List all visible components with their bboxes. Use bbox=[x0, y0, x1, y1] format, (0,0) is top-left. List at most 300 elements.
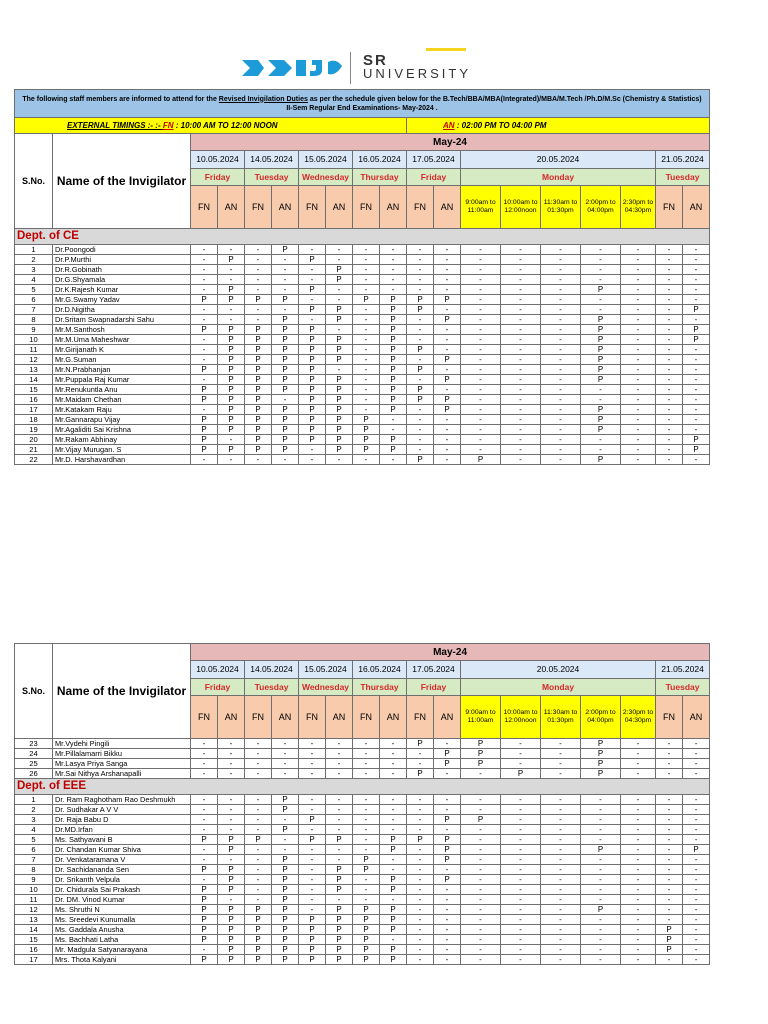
duty-mark: - bbox=[621, 255, 656, 265]
duty-mark: - bbox=[407, 355, 434, 365]
duty-mark: P bbox=[434, 405, 461, 415]
table-row bbox=[15, 955, 710, 965]
duty-mark: - bbox=[191, 275, 218, 285]
table-row bbox=[15, 915, 710, 925]
duty-mark: - bbox=[407, 255, 434, 265]
duty-mark: - bbox=[461, 925, 501, 935]
logo-divider bbox=[350, 52, 351, 84]
invigilator-name: Mr.Sai Nithya Arshanapalli bbox=[53, 769, 191, 779]
duty-mark: P bbox=[353, 425, 380, 435]
table-row bbox=[15, 875, 710, 885]
serial-number: 22 bbox=[15, 455, 53, 465]
duty-mark: - bbox=[581, 305, 621, 315]
duty-mark: - bbox=[434, 345, 461, 355]
duty-mark: - bbox=[683, 759, 710, 769]
serial-number: 4 bbox=[15, 825, 53, 835]
duty-mark: - bbox=[407, 915, 434, 925]
duty-mark: - bbox=[621, 825, 656, 835]
duty-mark: - bbox=[501, 935, 541, 945]
duty-mark: - bbox=[380, 855, 407, 865]
duty-mark: - bbox=[541, 425, 581, 435]
duty-mark: P bbox=[272, 355, 299, 365]
table-row bbox=[15, 769, 710, 779]
special-slot: 10:00am to 12:00noon bbox=[501, 696, 541, 739]
date-header: 20.05.2024 bbox=[461, 151, 656, 169]
duty-mark: - bbox=[501, 365, 541, 375]
serial-number: 24 bbox=[15, 749, 53, 759]
duty-mark: P bbox=[326, 425, 353, 435]
duty-mark: - bbox=[621, 855, 656, 865]
duty-mark: - bbox=[380, 865, 407, 875]
duty-mark: P bbox=[218, 875, 245, 885]
duty-mark: - bbox=[501, 835, 541, 845]
duty-mark: - bbox=[461, 845, 501, 855]
duty-mark: P bbox=[326, 345, 353, 355]
duty-mark: - bbox=[191, 749, 218, 759]
duty-mark: - bbox=[218, 795, 245, 805]
duty-mark: P bbox=[407, 365, 434, 375]
duty-mark: - bbox=[218, 855, 245, 865]
name-header: Name of the Invigilator bbox=[53, 134, 191, 229]
duty-mark: - bbox=[683, 825, 710, 835]
duty-mark: - bbox=[656, 405, 683, 415]
duty-mark: - bbox=[656, 759, 683, 769]
fn-slot: FN bbox=[353, 696, 380, 739]
duty-mark: - bbox=[621, 395, 656, 405]
duty-mark: - bbox=[245, 805, 272, 815]
duty-mark: - bbox=[434, 905, 461, 915]
duty-mark: P bbox=[407, 345, 434, 355]
duty-mark: - bbox=[245, 285, 272, 295]
duty-mark: - bbox=[501, 395, 541, 405]
duty-mark: P bbox=[191, 895, 218, 905]
duty-mark: P bbox=[299, 385, 326, 395]
duty-mark: - bbox=[461, 285, 501, 295]
duty-mark: - bbox=[434, 275, 461, 285]
duty-mark: - bbox=[461, 769, 501, 779]
duty-mark: - bbox=[541, 935, 581, 945]
duty-mark: - bbox=[461, 365, 501, 375]
duty-mark: - bbox=[326, 815, 353, 825]
duty-mark: - bbox=[581, 865, 621, 875]
duty-mark: - bbox=[326, 749, 353, 759]
duty-mark: - bbox=[407, 425, 434, 435]
duty-mark: - bbox=[380, 895, 407, 905]
duty-mark: P bbox=[245, 425, 272, 435]
duty-mark: P bbox=[380, 925, 407, 935]
duty-mark: - bbox=[299, 749, 326, 759]
duty-mark: P bbox=[272, 875, 299, 885]
duty-mark: - bbox=[656, 325, 683, 335]
duty-mark: - bbox=[501, 435, 541, 445]
duty-mark: - bbox=[407, 285, 434, 295]
invigilator-name: Mr.Agaliditi Sai Krishna bbox=[53, 425, 191, 435]
duty-mark: P bbox=[326, 395, 353, 405]
table-row bbox=[15, 945, 710, 955]
duty-mark: - bbox=[683, 815, 710, 825]
duty-mark: - bbox=[541, 285, 581, 295]
duty-mark: - bbox=[407, 415, 434, 425]
duty-mark: - bbox=[407, 845, 434, 855]
duty-mark: P bbox=[245, 355, 272, 365]
duty-mark: - bbox=[621, 925, 656, 935]
duty-mark: P bbox=[581, 315, 621, 325]
duty-mark: P bbox=[218, 945, 245, 955]
duty-mark: - bbox=[434, 265, 461, 275]
duty-mark: P bbox=[272, 905, 299, 915]
duty-mark: - bbox=[683, 395, 710, 405]
duty-mark: P bbox=[218, 325, 245, 335]
duty-mark: - bbox=[656, 315, 683, 325]
duty-mark: - bbox=[501, 955, 541, 965]
duty-mark: - bbox=[245, 845, 272, 855]
duty-mark: P bbox=[581, 325, 621, 335]
duty-mark: - bbox=[245, 825, 272, 835]
fn-slot: FN bbox=[407, 186, 434, 229]
duty-mark: P bbox=[245, 365, 272, 375]
duty-mark: - bbox=[656, 955, 683, 965]
duty-mark: - bbox=[299, 905, 326, 915]
duty-mark: P bbox=[434, 855, 461, 865]
duty-mark: - bbox=[581, 955, 621, 965]
duty-mark: P bbox=[380, 875, 407, 885]
duty-mark: - bbox=[326, 759, 353, 769]
duty-mark: - bbox=[407, 825, 434, 835]
duty-mark: - bbox=[380, 415, 407, 425]
duty-mark: P bbox=[245, 385, 272, 395]
duty-mark: - bbox=[407, 945, 434, 955]
duty-mark: - bbox=[683, 425, 710, 435]
invigilator-name: Mr.Renukuntla Anu bbox=[53, 385, 191, 395]
duty-mark: P bbox=[272, 415, 299, 425]
duty-mark: - bbox=[581, 855, 621, 865]
duty-mark: P bbox=[299, 925, 326, 935]
duty-mark: - bbox=[683, 875, 710, 885]
invigilator-name: Mrs. Thota Kalyani bbox=[53, 955, 191, 965]
duty-mark: - bbox=[353, 395, 380, 405]
serial-number: 1 bbox=[15, 245, 53, 255]
table-row bbox=[15, 825, 710, 835]
duty-mark: P bbox=[299, 325, 326, 335]
duty-mark: - bbox=[501, 855, 541, 865]
duty-mark: - bbox=[353, 335, 380, 345]
duty-mark: - bbox=[353, 325, 380, 335]
duty-mark: - bbox=[407, 875, 434, 885]
duty-mark: - bbox=[434, 915, 461, 925]
invigilator-name: Dr. Chidurala Sai Prakash bbox=[53, 885, 191, 895]
duty-mark: - bbox=[541, 845, 581, 855]
duty-mark: P bbox=[191, 395, 218, 405]
duty-mark: - bbox=[683, 805, 710, 815]
duty-mark: - bbox=[501, 905, 541, 915]
duty-mark: P bbox=[326, 445, 353, 455]
duty-mark: - bbox=[245, 739, 272, 749]
duty-mark: P bbox=[434, 355, 461, 365]
duty-mark: - bbox=[407, 265, 434, 275]
duty-mark: P bbox=[218, 355, 245, 365]
an-slot: AN bbox=[326, 186, 353, 229]
table-row bbox=[15, 305, 710, 315]
duty-mark: - bbox=[434, 415, 461, 425]
duty-mark: P bbox=[218, 425, 245, 435]
sno-header: S.No. bbox=[15, 644, 53, 739]
duty-mark: - bbox=[407, 375, 434, 385]
duty-mark: - bbox=[683, 355, 710, 365]
duty-mark: - bbox=[245, 795, 272, 805]
duty-mark: - bbox=[581, 385, 621, 395]
duty-mark: - bbox=[245, 455, 272, 465]
duty-mark: - bbox=[353, 769, 380, 779]
duty-mark: - bbox=[299, 769, 326, 779]
invigilator-name: Ms. Gaddala Anusha bbox=[53, 925, 191, 935]
duty-mark: P bbox=[326, 865, 353, 875]
duty-mark: - bbox=[501, 385, 541, 395]
an-label: AN bbox=[443, 121, 455, 130]
an-slot: AN bbox=[218, 186, 245, 229]
logo-accent bbox=[426, 48, 466, 51]
duty-mark: - bbox=[541, 795, 581, 805]
duty-mark: P bbox=[299, 435, 326, 445]
duty-mark: P bbox=[434, 759, 461, 769]
duty-mark: P bbox=[272, 955, 299, 965]
duty-mark: - bbox=[656, 365, 683, 375]
duty-mark: - bbox=[434, 445, 461, 455]
duty-mark: - bbox=[218, 739, 245, 749]
duty-mark: P bbox=[461, 759, 501, 769]
duty-mark: - bbox=[683, 255, 710, 265]
an-slot: AN bbox=[272, 186, 299, 229]
date-header: 15.05.2024 bbox=[299, 151, 353, 169]
duty-mark: - bbox=[501, 445, 541, 455]
duty-mark: - bbox=[501, 749, 541, 759]
duty-mark: P bbox=[380, 885, 407, 895]
notice-text: The following staff members are informed to attend for the bbox=[22, 95, 219, 103]
duty-mark: P bbox=[191, 865, 218, 875]
duty-mark: - bbox=[501, 759, 541, 769]
duty-mark: P bbox=[353, 435, 380, 445]
duty-mark: P bbox=[245, 375, 272, 385]
month-header: May-24 bbox=[191, 644, 710, 661]
duty-mark: - bbox=[191, 739, 218, 749]
duty-mark: - bbox=[218, 895, 245, 905]
duty-mark: - bbox=[683, 265, 710, 275]
duty-mark: P bbox=[245, 445, 272, 455]
duty-mark: P bbox=[581, 749, 621, 759]
day-header: Monday bbox=[461, 169, 656, 186]
fn-time: : 10:00 AM TO 12:00 NOON bbox=[173, 121, 278, 130]
duty-mark: - bbox=[299, 865, 326, 875]
duty-mark: - bbox=[407, 275, 434, 285]
duty-mark: P bbox=[245, 335, 272, 345]
serial-number: 20 bbox=[15, 435, 53, 445]
duty-mark: P bbox=[461, 455, 501, 465]
day-header: Friday bbox=[407, 169, 461, 186]
duty-mark: - bbox=[326, 855, 353, 865]
duty-mark: P bbox=[380, 445, 407, 455]
duty-mark: - bbox=[656, 445, 683, 455]
duty-mark: P bbox=[656, 925, 683, 935]
duty-mark: - bbox=[380, 815, 407, 825]
duty-mark: - bbox=[683, 415, 710, 425]
serial-number: 25 bbox=[15, 759, 53, 769]
duty-mark: - bbox=[272, 305, 299, 315]
duty-mark: - bbox=[541, 245, 581, 255]
duty-mark: - bbox=[272, 815, 299, 825]
duty-mark: - bbox=[501, 275, 541, 285]
duty-mark: - bbox=[581, 945, 621, 955]
duty-mark: P bbox=[326, 945, 353, 955]
invigilator-name: Dr.K.Rajesh Kumar bbox=[53, 285, 191, 295]
duty-mark: - bbox=[191, 255, 218, 265]
duty-mark: - bbox=[434, 865, 461, 875]
duty-mark: - bbox=[434, 825, 461, 835]
duty-mark: - bbox=[621, 945, 656, 955]
duty-mark: - bbox=[621, 955, 656, 965]
duty-mark: - bbox=[407, 405, 434, 415]
duty-mark: - bbox=[621, 355, 656, 365]
duty-mark: P bbox=[326, 875, 353, 885]
duty-mark: - bbox=[407, 325, 434, 335]
duty-mark: P bbox=[380, 915, 407, 925]
duty-mark: - bbox=[656, 255, 683, 265]
invigilator-name: Dr. Srikanth Velpula bbox=[53, 875, 191, 885]
duty-mark: - bbox=[326, 365, 353, 375]
invigilator-name: Dr.D.Nigitha bbox=[53, 305, 191, 315]
duty-mark: P bbox=[353, 445, 380, 455]
duty-mark: - bbox=[501, 265, 541, 275]
duty-mark: P bbox=[272, 435, 299, 445]
dept-heading: Dept. of EEE bbox=[15, 779, 710, 795]
duty-mark: - bbox=[380, 275, 407, 285]
duty-mark: P bbox=[380, 945, 407, 955]
duty-mark: - bbox=[299, 845, 326, 855]
duty-mark: - bbox=[656, 769, 683, 779]
duty-mark: P bbox=[191, 415, 218, 425]
duty-mark: P bbox=[218, 865, 245, 875]
duty-mark: P bbox=[191, 425, 218, 435]
duty-mark: P bbox=[245, 395, 272, 405]
duty-mark: P bbox=[191, 445, 218, 455]
duty-mark: - bbox=[407, 955, 434, 965]
duty-mark: - bbox=[191, 845, 218, 855]
duty-mark: P bbox=[581, 355, 621, 365]
duty-mark: - bbox=[656, 375, 683, 385]
duty-mark: - bbox=[407, 935, 434, 945]
duty-mark: - bbox=[501, 945, 541, 955]
serial-number: 2 bbox=[15, 255, 53, 265]
sr-logo-mark-icon bbox=[240, 56, 344, 80]
duty-mark: - bbox=[434, 455, 461, 465]
duty-mark: - bbox=[380, 795, 407, 805]
duty-mark: P bbox=[218, 955, 245, 965]
duty-mark: P bbox=[326, 835, 353, 845]
duty-mark: - bbox=[353, 749, 380, 759]
invigilator-name: Mr.Katakam Raju bbox=[53, 405, 191, 415]
serial-number: 11 bbox=[15, 895, 53, 905]
duty-mark: - bbox=[434, 955, 461, 965]
table-row bbox=[15, 885, 710, 895]
duty-mark: P bbox=[581, 345, 621, 355]
duty-mark: P bbox=[326, 905, 353, 915]
duty-mark: P bbox=[218, 375, 245, 385]
duty-mark: P bbox=[191, 915, 218, 925]
duty-mark: - bbox=[621, 759, 656, 769]
duty-mark: P bbox=[581, 375, 621, 385]
duty-mark: P bbox=[407, 395, 434, 405]
external-timings-fn bbox=[15, 118, 407, 134]
duty-mark: P bbox=[380, 315, 407, 325]
duty-mark: - bbox=[461, 935, 501, 945]
duty-mark: - bbox=[541, 375, 581, 385]
duty-mark: P bbox=[353, 415, 380, 425]
duty-mark: P bbox=[683, 445, 710, 455]
duty-mark: P bbox=[272, 245, 299, 255]
duty-mark: - bbox=[541, 769, 581, 779]
duty-mark: - bbox=[541, 355, 581, 365]
duty-mark: - bbox=[461, 435, 501, 445]
table-row bbox=[15, 415, 710, 425]
duty-mark: - bbox=[581, 265, 621, 275]
duty-mark: - bbox=[461, 805, 501, 815]
invigilator-name: Ms. Sathyavani B bbox=[53, 835, 191, 845]
duty-mark: - bbox=[683, 905, 710, 915]
invigilator-name: Mr.G.Swamy Yadav bbox=[53, 295, 191, 305]
duty-mark: - bbox=[656, 345, 683, 355]
duty-mark: - bbox=[272, 275, 299, 285]
duty-mark: - bbox=[299, 795, 326, 805]
duty-mark: - bbox=[191, 795, 218, 805]
duty-mark: P bbox=[299, 935, 326, 945]
duty-mark: P bbox=[434, 395, 461, 405]
duty-mark: P bbox=[407, 385, 434, 395]
date-header: 14.05.2024 bbox=[245, 151, 299, 169]
duty-mark: - bbox=[407, 749, 434, 759]
external-timings-an bbox=[407, 118, 710, 134]
duty-mark: - bbox=[621, 795, 656, 805]
invigilator-name: Mr.G.Suman bbox=[53, 355, 191, 365]
duty-mark: P bbox=[245, 435, 272, 445]
duty-mark: - bbox=[299, 245, 326, 255]
duty-mark: - bbox=[621, 435, 656, 445]
duty-mark: - bbox=[407, 815, 434, 825]
duty-mark: - bbox=[581, 245, 621, 255]
serial-number: 10 bbox=[15, 335, 53, 345]
table-row bbox=[15, 425, 710, 435]
duty-mark: - bbox=[541, 315, 581, 325]
duty-mark: P bbox=[434, 375, 461, 385]
serial-number: 13 bbox=[15, 365, 53, 375]
duty-mark: - bbox=[380, 455, 407, 465]
duty-mark: P bbox=[461, 815, 501, 825]
duty-mark: - bbox=[353, 245, 380, 255]
duty-mark: - bbox=[656, 875, 683, 885]
duty-mark: - bbox=[353, 845, 380, 855]
duty-mark: - bbox=[581, 925, 621, 935]
duty-mark: P bbox=[272, 805, 299, 815]
duty-mark: - bbox=[191, 875, 218, 885]
duty-mark: - bbox=[299, 855, 326, 865]
an-slot: AN bbox=[380, 186, 407, 229]
duty-mark: P bbox=[407, 835, 434, 845]
duty-mark: P bbox=[299, 835, 326, 845]
duty-mark: - bbox=[353, 759, 380, 769]
duty-mark: P bbox=[407, 295, 434, 305]
duty-mark: P bbox=[272, 935, 299, 945]
duty-mark: - bbox=[461, 395, 501, 405]
duty-mark: - bbox=[683, 935, 710, 945]
serial-number: 2 bbox=[15, 805, 53, 815]
duty-mark: P bbox=[461, 749, 501, 759]
